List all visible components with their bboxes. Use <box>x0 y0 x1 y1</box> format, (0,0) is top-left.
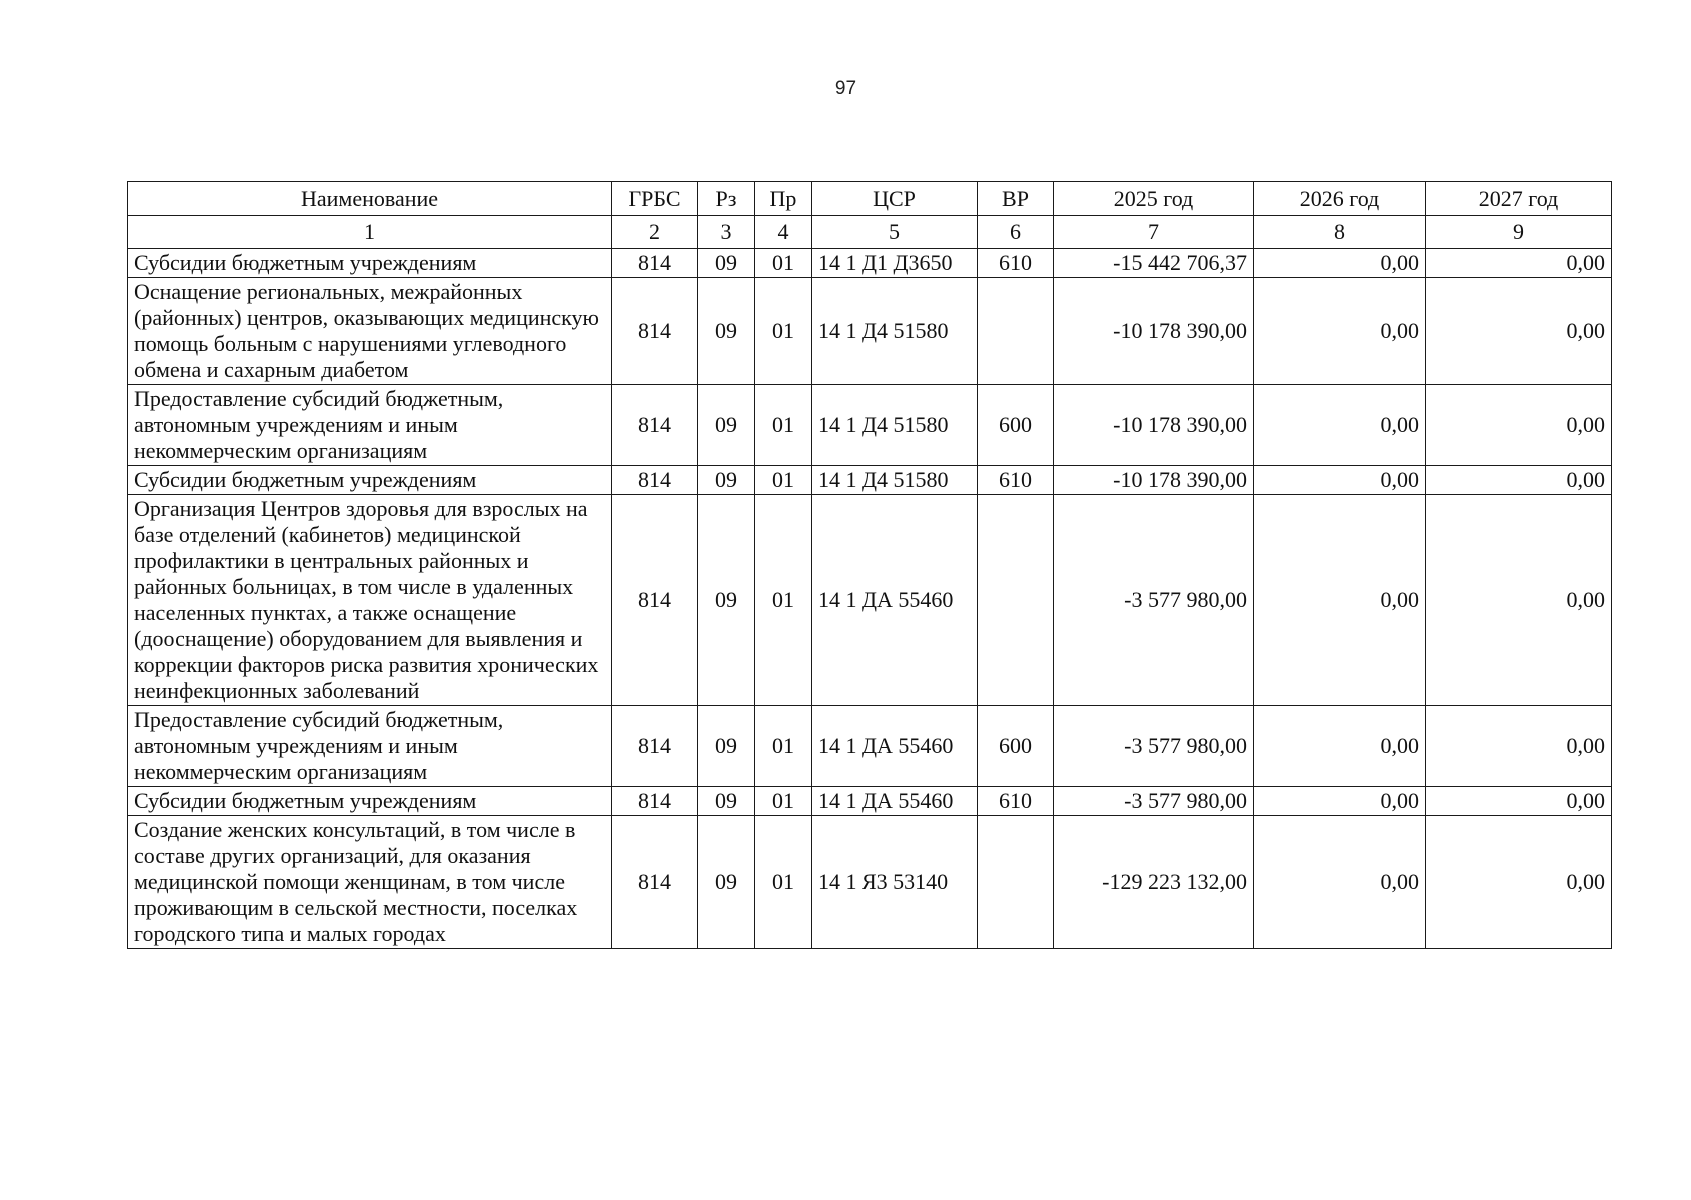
cell-2025: -3 577 980,00 <box>1054 787 1254 816</box>
cell-2025: -129 223 132,00 <box>1054 816 1254 949</box>
cell-name: Оснащение региональных, межрайонных (районных) центров, оказывающих медицинскую помощь больным с нарушениями углеводного обмена и сахарным диабетом <box>128 278 612 385</box>
cell-csr: 14 1 Д4 51580 <box>812 466 978 495</box>
column-number-row <box>128 216 1612 249</box>
cell-grbs: 814 <box>612 466 698 495</box>
cell-pr: 01 <box>755 278 812 385</box>
cell-grbs: 814 <box>612 787 698 816</box>
cell-name: Предоставление субсидий бюджетным, автономным учреждениям и иным некоммерческим организациям <box>128 706 612 787</box>
table-row <box>128 249 1612 278</box>
cell-2027: 0,00 <box>1426 816 1612 949</box>
cell-csr: 14 1 Д4 51580 <box>812 278 978 385</box>
cell-pr: 01 <box>755 249 812 278</box>
column-number: 4 <box>755 216 812 249</box>
cell-csr: 14 1 Д1 Д3650 <box>812 249 978 278</box>
cell-2026: 0,00 <box>1254 816 1426 949</box>
cell-name: Субсидии бюджетным учреждениям <box>128 466 612 495</box>
cell-csr: 14 1 ДА 55460 <box>812 787 978 816</box>
cell-name: Создание женских консультаций, в том числе в составе других организаций, для оказания медицинской помощи женщинам, в том числе проживающим в сельской местности, поселках городского типа и малых городах <box>128 816 612 949</box>
cell-2026: 0,00 <box>1254 466 1426 495</box>
cell-vr: 600 <box>978 706 1054 787</box>
header-name: Наименование <box>128 182 612 216</box>
cell-2027: 0,00 <box>1426 385 1612 466</box>
header-pr: Пр <box>755 182 812 216</box>
table-row <box>128 706 1612 787</box>
cell-2027: 0,00 <box>1426 495 1612 706</box>
cell-pr: 01 <box>755 787 812 816</box>
cell-pr: 01 <box>755 706 812 787</box>
cell-name: Субсидии бюджетным учреждениям <box>128 249 612 278</box>
table-row <box>128 816 1612 949</box>
table-row <box>128 385 1612 466</box>
header-rz: Рз <box>698 182 755 216</box>
cell-2027: 0,00 <box>1426 466 1612 495</box>
cell-rz: 09 <box>698 495 755 706</box>
column-number: 2 <box>612 216 698 249</box>
cell-2025: -3 577 980,00 <box>1054 706 1254 787</box>
cell-grbs: 814 <box>612 816 698 949</box>
cell-pr: 01 <box>755 466 812 495</box>
cell-vr: 600 <box>978 385 1054 466</box>
cell-name: Предоставление субсидий бюджетным, автономным учреждениям и иным некоммерческим организациям <box>128 385 612 466</box>
header-row <box>128 182 1612 216</box>
cell-name: Субсидии бюджетным учреждениям <box>128 787 612 816</box>
cell-pr: 01 <box>755 495 812 706</box>
cell-grbs: 814 <box>612 495 698 706</box>
header-2025: 2025 год <box>1054 182 1254 216</box>
cell-csr: 14 1 Д4 51580 <box>812 385 978 466</box>
cell-pr: 01 <box>755 816 812 949</box>
table-row <box>128 495 1612 706</box>
budget-table <box>127 181 1612 949</box>
cell-2026: 0,00 <box>1254 249 1426 278</box>
cell-csr: 14 1 Я3 53140 <box>812 816 978 949</box>
cell-rz: 09 <box>698 816 755 949</box>
cell-2027: 0,00 <box>1426 278 1612 385</box>
cell-vr <box>978 495 1054 706</box>
cell-grbs: 814 <box>612 385 698 466</box>
cell-grbs: 814 <box>612 278 698 385</box>
cell-2025: -10 178 390,00 <box>1054 278 1254 385</box>
cell-2026: 0,00 <box>1254 787 1426 816</box>
cell-vr: 610 <box>978 787 1054 816</box>
table-row <box>128 466 1612 495</box>
cell-2027: 0,00 <box>1426 249 1612 278</box>
cell-2027: 0,00 <box>1426 706 1612 787</box>
cell-rz: 09 <box>698 385 755 466</box>
header-2027: 2027 год <box>1426 182 1612 216</box>
cell-2025: -10 178 390,00 <box>1054 466 1254 495</box>
cell-2026: 0,00 <box>1254 495 1426 706</box>
cell-rz: 09 <box>698 249 755 278</box>
cell-vr <box>978 278 1054 385</box>
cell-2025: -15 442 706,37 <box>1054 249 1254 278</box>
cell-2025: -10 178 390,00 <box>1054 385 1254 466</box>
cell-rz: 09 <box>698 278 755 385</box>
column-number: 8 <box>1254 216 1426 249</box>
column-number: 5 <box>812 216 978 249</box>
cell-grbs: 814 <box>612 249 698 278</box>
column-number: 9 <box>1426 216 1612 249</box>
cell-pr: 01 <box>755 385 812 466</box>
cell-rz: 09 <box>698 706 755 787</box>
column-number: 6 <box>978 216 1054 249</box>
cell-2026: 0,00 <box>1254 706 1426 787</box>
header-2026: 2026 год <box>1254 182 1426 216</box>
column-number: 1 <box>128 216 612 249</box>
cell-2027: 0,00 <box>1426 787 1612 816</box>
table-row <box>128 787 1612 816</box>
header-csr: ЦСР <box>812 182 978 216</box>
cell-vr: 610 <box>978 249 1054 278</box>
header-vr: ВР <box>978 182 1054 216</box>
cell-name: Организация Центров здоровья для взрослых на базе отделений (кабинетов) медицинской профилактики в центральных районных и районных больницах, в том числе в удаленных населенных пунктах, а также оснащение (дооснащение) оборудованием для выявления и коррекции факторов риска развития хронических неинфекционных заболеваний <box>128 495 612 706</box>
cell-rz: 09 <box>698 787 755 816</box>
column-number: 7 <box>1054 216 1254 249</box>
cell-csr: 14 1 ДА 55460 <box>812 706 978 787</box>
cell-2026: 0,00 <box>1254 385 1426 466</box>
table-row <box>128 278 1612 385</box>
cell-2026: 0,00 <box>1254 278 1426 385</box>
column-number: 3 <box>698 216 755 249</box>
cell-2025: -3 577 980,00 <box>1054 495 1254 706</box>
cell-csr: 14 1 ДА 55460 <box>812 495 978 706</box>
cell-vr: 610 <box>978 466 1054 495</box>
cell-grbs: 814 <box>612 706 698 787</box>
header-grbs: ГРБС <box>612 182 698 216</box>
page-number: 97 <box>834 78 857 99</box>
cell-vr <box>978 816 1054 949</box>
cell-rz: 09 <box>698 466 755 495</box>
